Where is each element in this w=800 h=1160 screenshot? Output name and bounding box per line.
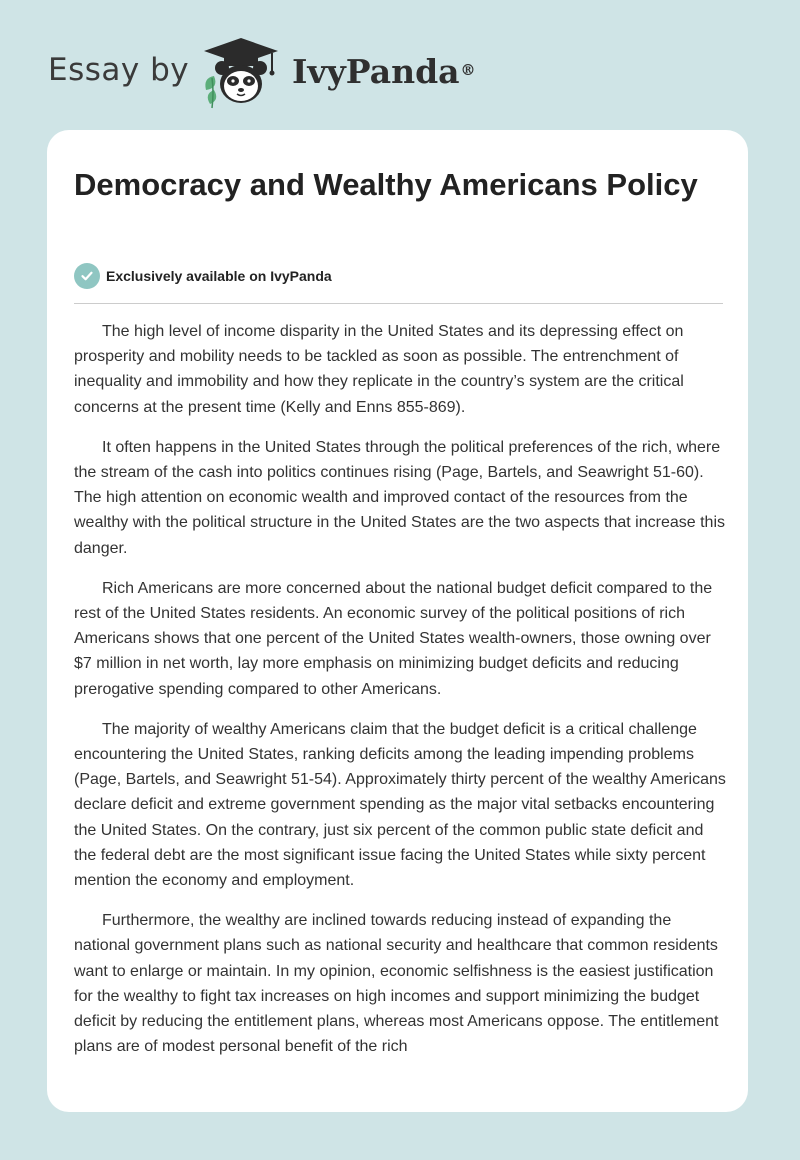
essay-card — [47, 130, 748, 1112]
essay-title: Democracy and Wealthy Americans Policy — [74, 167, 698, 202]
registered-mark: ® — [460, 61, 476, 79]
essay-body — [74, 319, 726, 1074]
brand-name-text: IvyPanda — [292, 52, 460, 91]
essay-by-label: Essay by — [48, 52, 190, 88]
site-header — [0, 0, 800, 130]
brand-name[interactable] — [292, 52, 476, 92]
essay-paragraph: Rich Americans are more concerned about the national budget deficit compared to the rest of the United States residents. An economic survey of the political positions of rich Americans shows that one percent of the United States wealth-owners, those owning over $7 million in net worth, lay more emphasis on minimizing budget deficits and reducing prerogative spending compared to other Americans. — [74, 579, 713, 698]
exclusive-badge — [74, 263, 332, 289]
title-divider — [74, 303, 723, 304]
essay-paragraph: Furthermore, the wealthy are inclined towards reducing instead of expanding the national government plans such as national security and healthcare that common residents want to enlarge or maintain. In my opinion, economic selfishness is the easiest justification for the wealthy to fight tax increases on high incomes and support minimizing the budget deficit by reducing the entitlement plans, whereas most Americans oppose. The entitlement plans are of modest personal benefit of the rich — [74, 912, 719, 1056]
check-circle-icon — [74, 263, 100, 289]
essay-paragraph: The high level of income disparity in the United States and its depressing effect on prosperity and mobility needs to be tackled as soon as possible. The entrenchment of inequality and immobility and how they replicate in the country’s system are the critical concerns at the present time (Kelly and Enns 855-869). — [74, 323, 684, 416]
panda-logo-icon[interactable] — [200, 34, 282, 110]
essay-paragraph: It often happens in the United States through the political preferences of the rich, where the stream of the cash into politics continues rising (Page, Bartels, and Seawright 51-60). The high attention on economic wealth and improved contact of the resources from the wealthy with the political structure in the United States are the two aspects that increase this danger. — [74, 438, 725, 557]
essay-paragraph: The majority of wealthy Americans claim that the budget deficit is a critical challenge encountering the United States, ranking deficits among the leading impending problems (Page, Bartels, and Seawright 51-54). Approximately thirty percent of the wealthy Americans declare deficit and extreme government spending as the major vital setbacks encountering the United States. On the contrary, just six percent of the common public state deficit and the federal debt are the most significant issue facing the United States while sixty percent mention the economy and employment. — [74, 720, 726, 890]
exclusive-badge-label: Exclusively available on IvyPanda — [106, 268, 332, 284]
